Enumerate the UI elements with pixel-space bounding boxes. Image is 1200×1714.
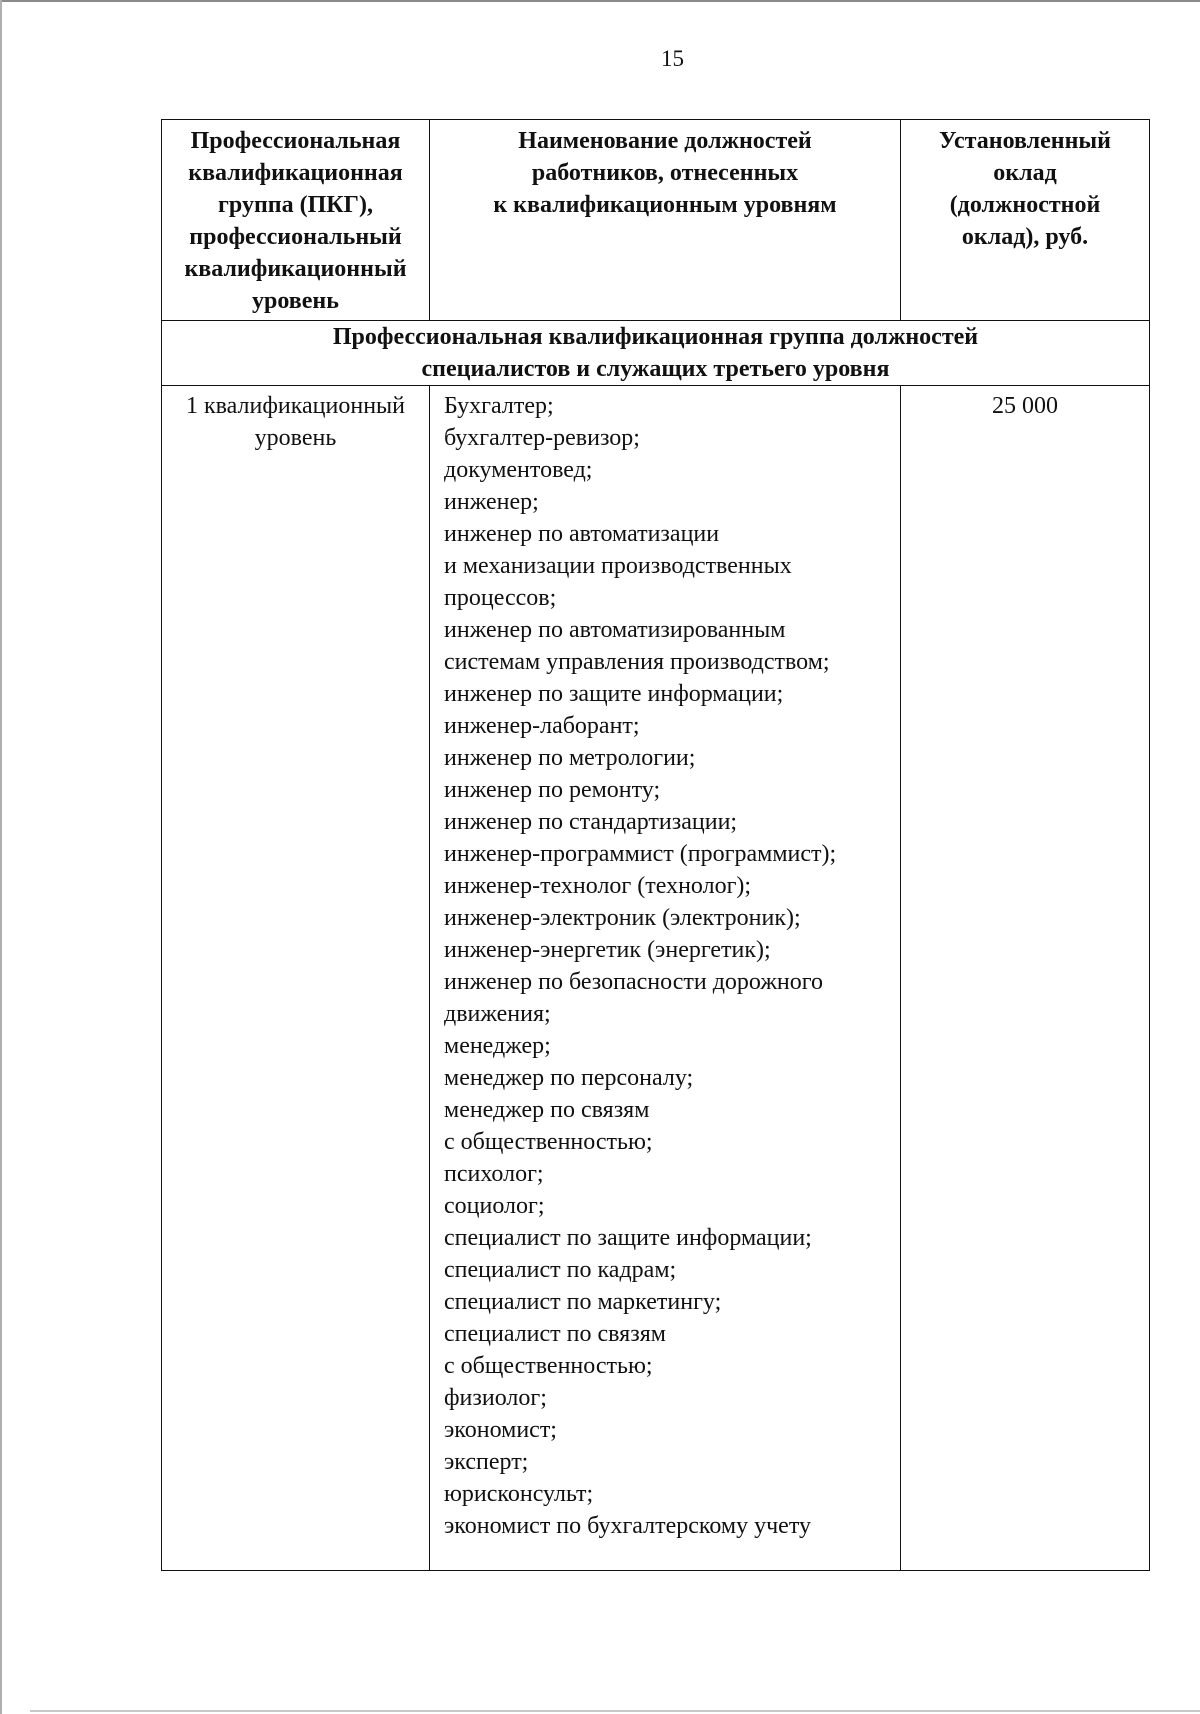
position-item: инженер по метрологии; xyxy=(444,745,696,771)
position-item: психолог; xyxy=(444,1161,544,1187)
position-item: инженер-электроник (электроник); xyxy=(444,905,801,931)
level-line: уровень xyxy=(254,425,337,451)
position-item: инженер-программист (программист); xyxy=(444,841,837,867)
scan-edge-bottom xyxy=(30,1710,1200,1712)
position-item: инженер; xyxy=(444,489,539,515)
group-title-row xyxy=(162,321,1150,386)
position-item: и механизации производственных xyxy=(444,553,792,579)
position-item: движения; xyxy=(444,1001,551,1027)
position-item: с общественностью; xyxy=(444,1129,653,1155)
group-title-cell xyxy=(162,321,1150,386)
header-line: квалификационная xyxy=(188,160,403,186)
position-item: инженер-технолог (технолог); xyxy=(444,873,752,899)
position-item: с общественностью; xyxy=(444,1353,653,1379)
position-item: специалист по связям xyxy=(444,1321,666,1347)
header-line: профессиональный xyxy=(189,224,402,250)
header-line: работников, отнесенных xyxy=(531,160,799,186)
level-line: 1 квалификационный xyxy=(185,393,406,419)
position-item: специалист по кадрам; xyxy=(444,1257,677,1283)
position-item: экономист; xyxy=(444,1417,557,1443)
header-line: к квалификационным уровням xyxy=(493,192,837,218)
header-line: оклад), руб. xyxy=(961,224,1089,250)
scan-edge-left xyxy=(0,0,2,1714)
page-number: 15 xyxy=(661,46,684,71)
position-item: инженер по автоматизации xyxy=(444,521,720,547)
position-item: инженер по автоматизированным xyxy=(444,617,786,643)
positions-cell xyxy=(430,386,901,1571)
group-title-line: Профессиональная квалификационная группа должностей xyxy=(332,324,979,350)
header-line: Установленный xyxy=(939,128,1111,154)
position-item: системам управления производством; xyxy=(444,649,830,675)
table-row xyxy=(162,386,1150,1571)
group-title-line: специалистов и служащих третьего уровня xyxy=(421,356,890,382)
header-line: уровень xyxy=(252,288,339,314)
position-item: эксперт; xyxy=(444,1449,529,1475)
salary-cell: 25 000 xyxy=(901,386,1150,1571)
header-salary xyxy=(901,120,1150,321)
position-item: физиолог; xyxy=(444,1385,547,1411)
position-item: инженер по стандартизации; xyxy=(444,809,738,835)
header-line: (должностной xyxy=(949,192,1101,218)
header-line: группа (ПКГ), xyxy=(218,192,373,218)
position-item: юрисконсульт; xyxy=(444,1481,594,1507)
header-position-names xyxy=(430,120,901,321)
positions-list xyxy=(444,390,900,1542)
qualification-level-cell xyxy=(162,386,430,1571)
salary-table xyxy=(161,119,1150,1571)
position-item: менеджер по персоналу; xyxy=(444,1065,694,1091)
table-header-row xyxy=(162,120,1150,321)
position-item: инженер-энергетик (энергетик); xyxy=(444,937,771,963)
position-item: инженер по защите информации; xyxy=(444,681,784,707)
position-item: Бухгалтер; xyxy=(444,393,554,419)
position-item: процессов; xyxy=(444,585,557,611)
header-line: оклад xyxy=(993,160,1057,186)
position-item: бухгалтер-ревизор; xyxy=(444,425,640,451)
header-line: Профессиональная xyxy=(190,128,401,154)
header-line: Наименование должностей xyxy=(518,128,812,154)
position-item: экономист по бухгалтерскому учету xyxy=(444,1513,811,1539)
position-item: инженер-лаборант; xyxy=(444,713,640,739)
position-item: документовед; xyxy=(444,457,593,483)
position-item: специалист по защите информации; xyxy=(444,1225,812,1251)
position-item: инженер по безопасности дорожного xyxy=(444,969,823,995)
position-item: менеджер по связям xyxy=(444,1097,650,1123)
position-item: социолог; xyxy=(444,1193,545,1219)
scan-edge-top xyxy=(0,0,1200,2)
position-item: специалист по маркетингу; xyxy=(444,1289,722,1315)
position-item: инженер по ремонту; xyxy=(444,777,661,803)
position-item: менеджер; xyxy=(444,1033,551,1059)
header-line: квалификационный xyxy=(184,256,407,282)
header-qualification-group xyxy=(162,120,430,321)
